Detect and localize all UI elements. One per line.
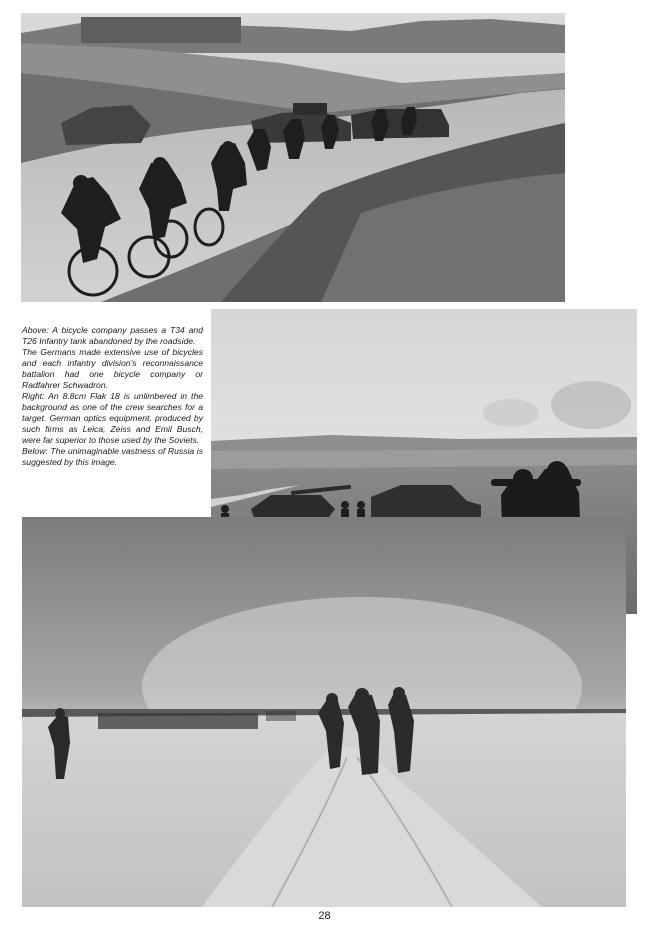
russian-steppe-photo bbox=[22, 517, 626, 907]
photo-caption bbox=[22, 325, 203, 468]
caption-paragraph-above: Above: A bicycle company passes a T34 and T26 Infantry tank abandoned by the roadside. bbox=[22, 325, 203, 346]
page-number: 28 bbox=[318, 910, 331, 922]
caption-paragraph-below: Below: The unimaginable vastness of Russia is suggested by this image. bbox=[22, 446, 203, 467]
caption-paragraph-right: Right: An 8.8cm Flak 18 is unlimbered in the background as one of the crew searches for a target. German optics equipment, produced by such firms as Leica, Zeiss and Emil Busch, were far superior to those used by the Soviets. bbox=[22, 391, 203, 445]
bicycle-company-photo bbox=[21, 13, 565, 302]
caption-paragraph-bicycles: The Germans made extensive use of bicycles and each infantry division’s reconnaissance battalion had one bicycle company or Radfahrer Schwadron. bbox=[22, 347, 203, 390]
